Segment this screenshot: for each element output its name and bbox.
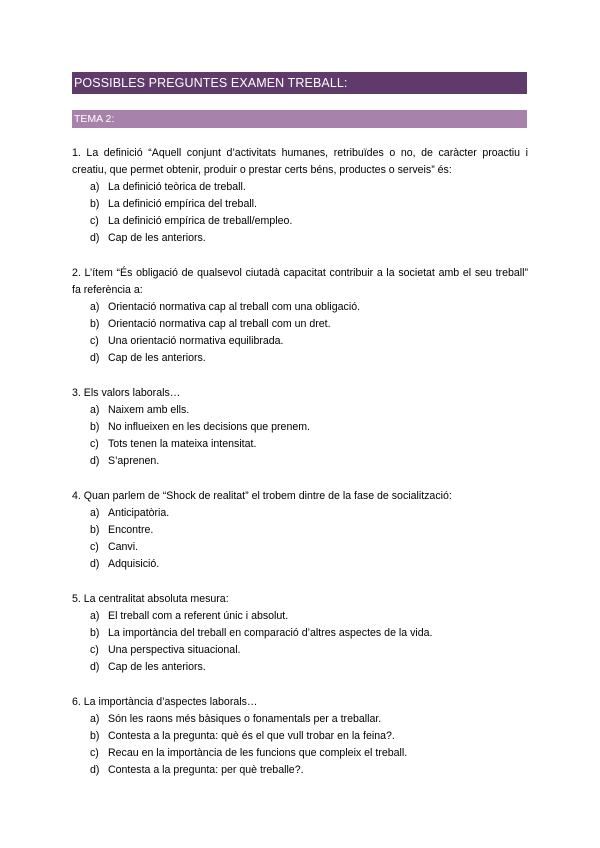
option-letter: a)	[90, 404, 100, 416]
question-item	[72, 265, 528, 367]
answer-option	[72, 745, 528, 762]
option-text: No influeixen en les decisions que prenem.	[108, 421, 310, 433]
option-text: Recau en la importància de les funcions que compleix el treball.	[108, 747, 408, 759]
option-text: Orientació normativa cap al treball com una obligació.	[108, 301, 361, 313]
answer-option	[72, 350, 528, 367]
section-heading: TEMA 2:	[72, 110, 527, 128]
option-text: Anticipatòria.	[108, 507, 170, 519]
answer-option	[72, 642, 528, 659]
option-text: Adquisició.	[108, 558, 160, 570]
option-letter: b)	[90, 730, 100, 742]
option-letter: d)	[90, 455, 100, 467]
answer-options	[72, 402, 528, 470]
answer-option	[72, 316, 528, 333]
option-letter: c)	[90, 438, 99, 450]
option-letter: a)	[90, 301, 100, 313]
answer-option	[72, 728, 528, 745]
option-letter: b)	[90, 627, 100, 639]
answer-option	[72, 196, 528, 213]
answer-option	[72, 762, 528, 779]
option-text: Contesta a la pregunta: què és el que vull trobar en la feina?.	[108, 730, 395, 742]
option-text: La definició empírica de treball/empleo.	[108, 215, 293, 227]
answer-option	[72, 436, 528, 453]
option-text: Encontre.	[108, 524, 154, 536]
answer-options	[72, 505, 528, 573]
option-text: Una orientació normativa equilibrada.	[108, 335, 284, 347]
document-title: POSSIBLES PREGUNTES EXAMEN TREBALL:	[72, 72, 527, 94]
question-item	[72, 145, 528, 247]
option-text: Són les raons més bàsiques o fonamentals per a treballar.	[108, 713, 382, 725]
answer-option	[72, 453, 528, 470]
question-text: 4. Quan parlem de “Shock de realitat” el trobem dintre de la fase de socialització:	[72, 490, 452, 502]
answer-option	[72, 333, 528, 350]
question-text: 6. La importància d’aspectes laborals…	[72, 696, 258, 708]
answer-options	[72, 711, 528, 779]
option-letter: a)	[90, 507, 100, 519]
option-letter: b)	[90, 198, 100, 210]
question-item	[72, 385, 528, 470]
question-text: 5. La centralitat absoluta mesura:	[72, 593, 229, 605]
option-text: Canvi.	[108, 541, 139, 553]
option-letter: b)	[90, 421, 100, 433]
option-text: Cap de les anteriors.	[108, 352, 206, 364]
question-list	[72, 145, 528, 797]
option-letter: a)	[90, 713, 100, 725]
option-letter: c)	[90, 335, 99, 347]
option-text: Tots tenen la mateixa intensitat.	[108, 438, 257, 450]
option-text: Contesta a la pregunta: per què treballe?.	[108, 764, 304, 776]
answer-option	[72, 299, 528, 316]
option-text: Naixem amb ells.	[108, 404, 190, 416]
option-text: Una perspectiva situacional.	[108, 644, 241, 656]
answer-option	[72, 539, 528, 556]
answer-option	[72, 505, 528, 522]
answer-option	[72, 522, 528, 539]
option-letter: b)	[90, 318, 100, 330]
answer-option	[72, 711, 528, 728]
question-item	[72, 591, 528, 676]
answer-option	[72, 625, 528, 642]
option-letter: a)	[90, 181, 100, 193]
option-letter: c)	[90, 644, 99, 656]
question-text: 1. La definició “Aquell conjunt d’activitats humanes, retribuïdes o no, de caràcter proactiu i creatiu, que permet obtenir, produir o prestar certs béns, productes o serveis” és:	[72, 147, 528, 176]
option-text: La importància del treball en comparació d’altres aspectes de la vida.	[108, 627, 433, 639]
option-letter: d)	[90, 661, 100, 673]
option-letter: d)	[90, 352, 100, 364]
option-text: S’aprenen.	[108, 455, 160, 467]
option-letter: a)	[90, 610, 100, 622]
option-letter: d)	[90, 764, 100, 776]
question-item	[72, 694, 528, 779]
answer-option	[72, 402, 528, 419]
option-letter: d)	[90, 558, 100, 570]
option-letter: d)	[90, 232, 100, 244]
option-text: Orientació normativa cap al treball com un dret.	[108, 318, 331, 330]
answer-options	[72, 608, 528, 676]
option-text: La definició empírica del treball.	[108, 198, 257, 210]
option-text: Cap de les anteriors.	[108, 232, 206, 244]
option-text: La definició teòrica de treball.	[108, 181, 246, 193]
answer-option	[72, 419, 528, 436]
answer-option	[72, 659, 528, 676]
option-letter: c)	[90, 215, 99, 227]
option-letter: c)	[90, 541, 99, 553]
answer-option	[72, 230, 528, 247]
answer-options	[72, 299, 528, 367]
option-letter: b)	[90, 524, 100, 536]
option-text: El treball com a referent únic i absolut.	[108, 610, 289, 622]
question-item	[72, 488, 528, 573]
answer-option	[72, 213, 528, 230]
answer-option	[72, 608, 528, 625]
option-text: Cap de les anteriors.	[108, 661, 206, 673]
answer-option	[72, 179, 528, 196]
answer-option	[72, 556, 528, 573]
option-letter: c)	[90, 747, 99, 759]
question-text: 2. L’ítem “És obligació de qualsevol ciutadà capacitat contribuir a la societat amb el seu treball” fa referència a:	[72, 267, 528, 296]
answer-options	[72, 179, 528, 247]
question-text: 3. Els valors laborals…	[72, 387, 181, 399]
